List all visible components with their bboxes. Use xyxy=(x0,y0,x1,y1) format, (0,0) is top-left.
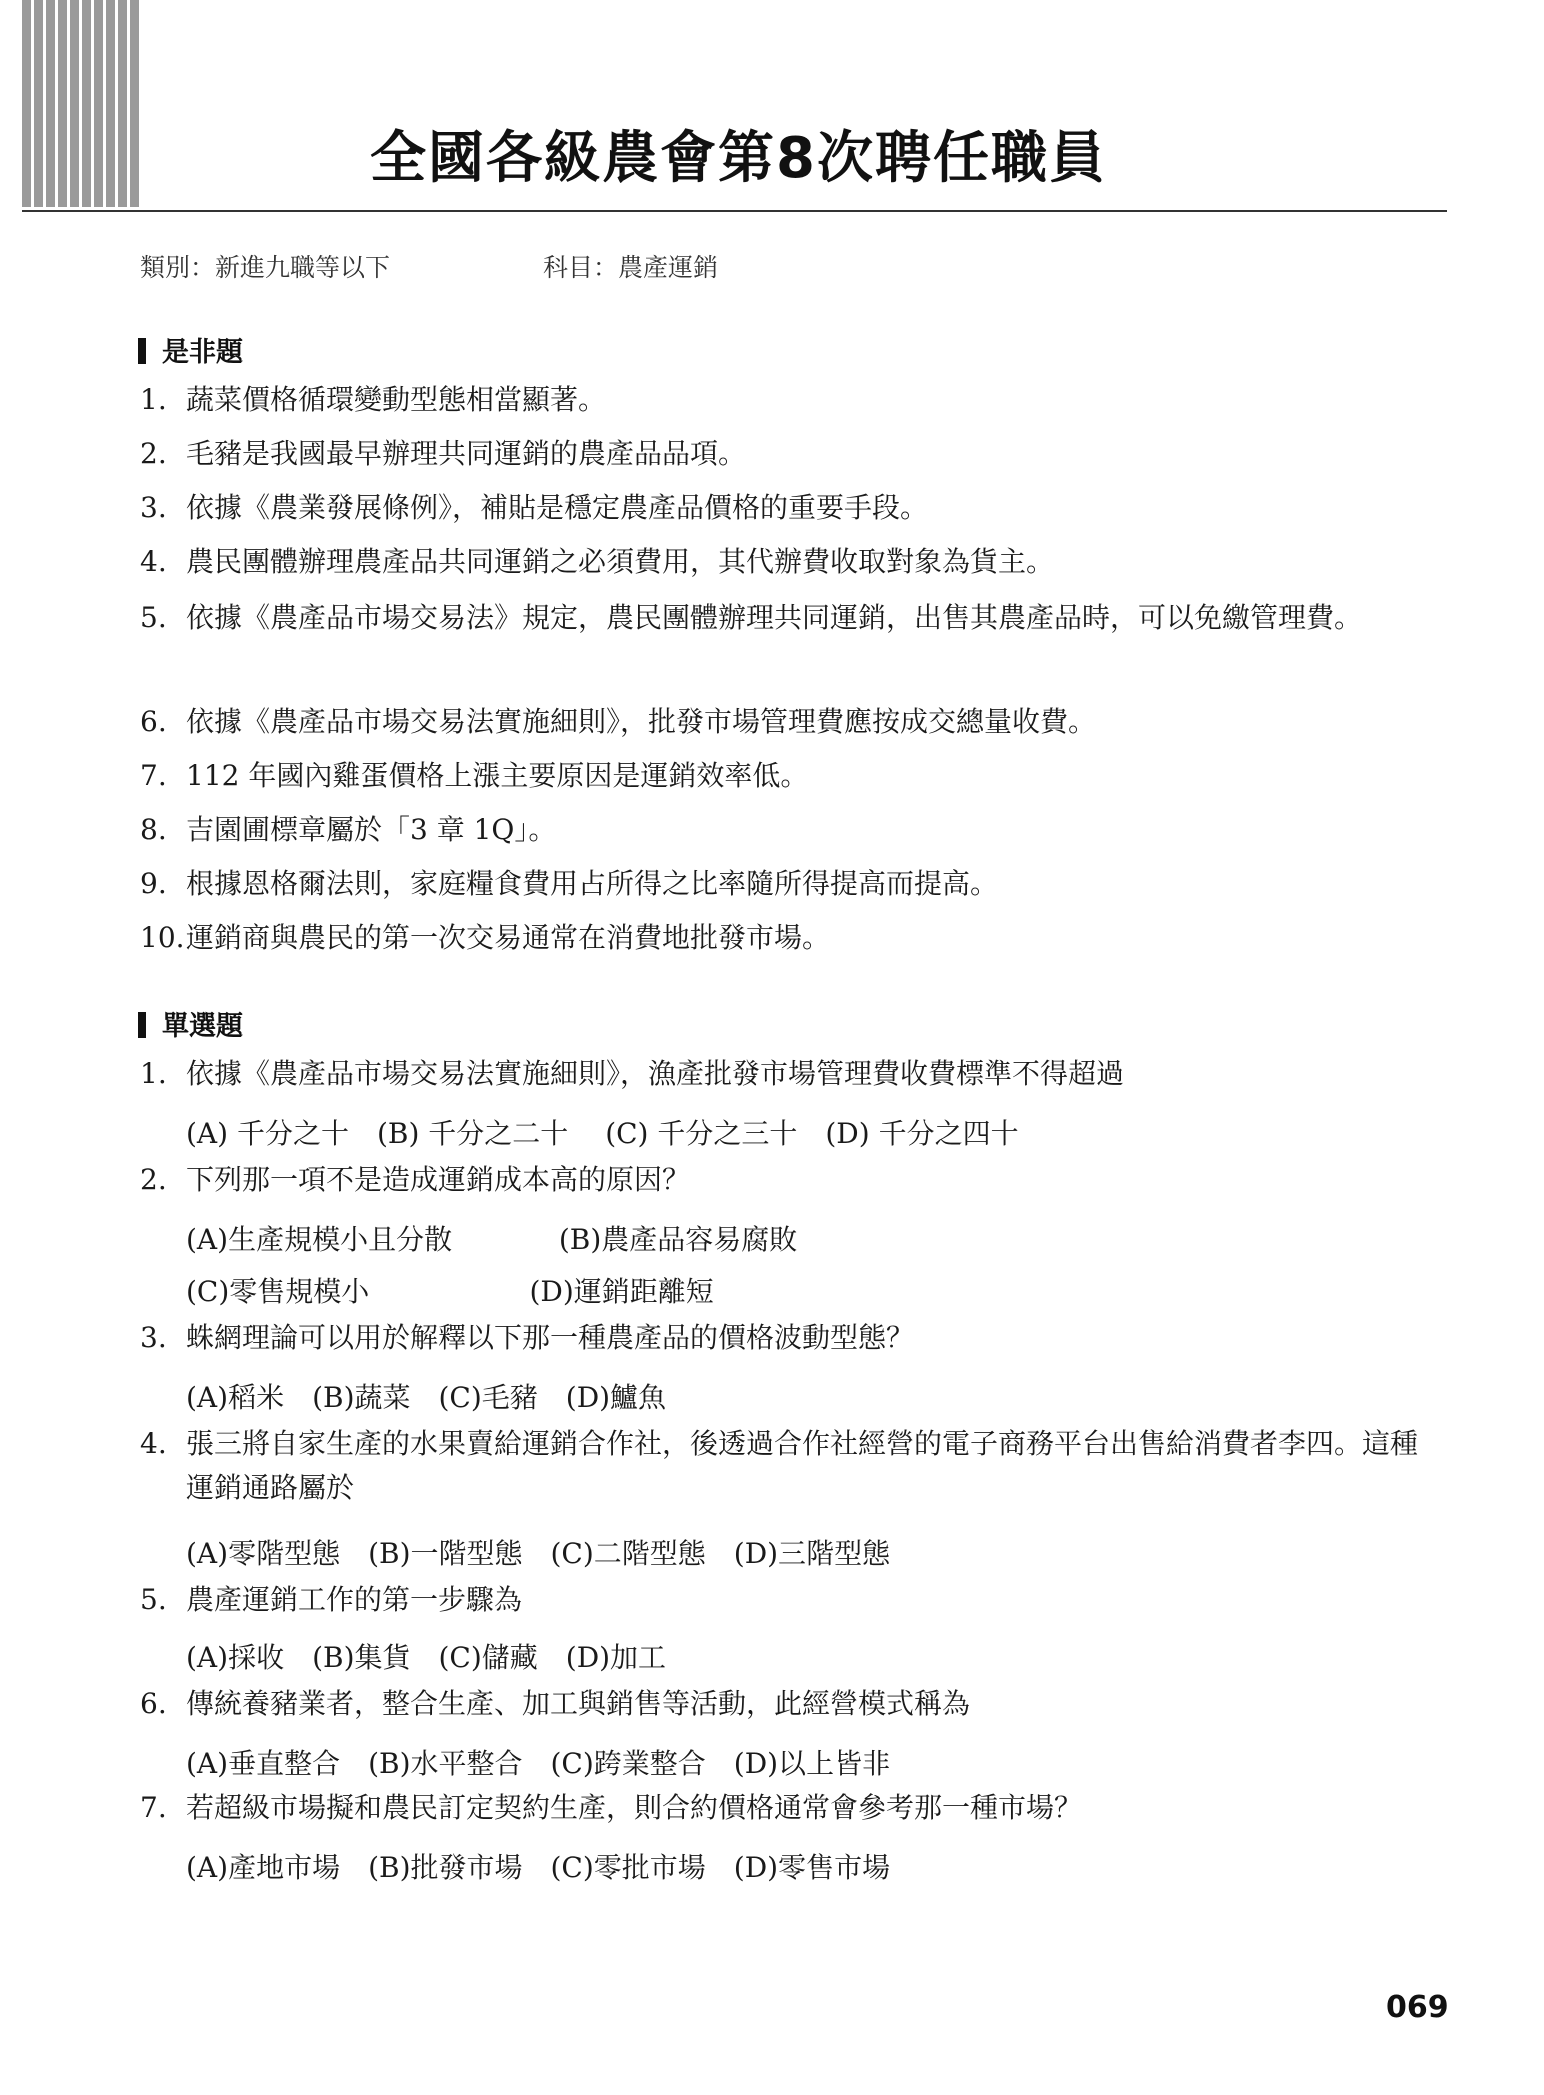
question-number: 7. xyxy=(140,759,167,792)
tf-question xyxy=(140,808,1420,852)
question-number: 2. xyxy=(140,437,167,470)
header-stripes-decoration xyxy=(22,0,140,207)
mc-question xyxy=(140,1158,1420,1202)
question-text: 農產運銷工作的第一步驟為 xyxy=(186,1583,523,1616)
question-number: 3. xyxy=(140,491,167,524)
question-number: 10. xyxy=(140,921,185,954)
tf-question xyxy=(140,862,1420,906)
question-text: 下列那一項不是造成運銷成本高的原因？ xyxy=(186,1163,691,1196)
question-number: 6. xyxy=(140,705,167,738)
question-number: 4. xyxy=(140,545,167,578)
tf-question xyxy=(140,916,1420,960)
question-text: 農民團體辦理農產品共同運銷之必須費用，其代辦費收取對象為貨主。 xyxy=(186,545,1055,578)
mc-question xyxy=(140,1316,1420,1360)
question-number: 5. xyxy=(140,1583,167,1616)
mc-question xyxy=(140,1786,1420,1830)
page-number: 069 xyxy=(1386,1990,1449,2025)
answer-options: (A)稻米 (B)蔬菜 (C)毛豬 (D)鱸魚 xyxy=(186,1381,667,1414)
question-text: 蔬菜價格循環變動型態相當顯著。 xyxy=(186,383,607,416)
question-text: 依據《農產品市場交易法》規定，農民團體辦理共同運銷，出售其農產品時，可以免繳管理費。 xyxy=(186,601,1363,634)
question-text: 張三將自家生產的水果賣給運銷合作社，後透過合作社經營的電子商務平台出售給消費者李四。這種運銷通路屬於 xyxy=(186,1427,1419,1504)
question-text: 若超級市場擬和農民訂定契約生產，則合約價格通常會參考那一種市場？ xyxy=(186,1791,1083,1824)
question-text: 依據《農產品市場交易法實施細則》，漁產批發市場管理費收費標準不得超過 xyxy=(186,1057,1125,1090)
tf-question xyxy=(140,540,1420,584)
exam-subject: 科目：農產運銷 xyxy=(543,253,719,282)
mc-question xyxy=(140,1422,1420,1510)
answer-options: (A)生產規模小且分散 (B)農產品容易腐敗 xyxy=(186,1223,798,1256)
question-text: 112 年國內雞蛋價格上漲主要原因是運銷效率低。 xyxy=(186,759,809,792)
answer-options: (A)零階型態 (B)一階型態 (C)二階型態 (D)三階型態 xyxy=(186,1537,891,1570)
title-divider xyxy=(22,210,1447,212)
tf-question xyxy=(140,378,1420,422)
section-marker-icon xyxy=(138,1012,146,1038)
answer-options: (A)垂直整合 (B)水平整合 (C)跨業整合 (D)以上皆非 xyxy=(186,1747,891,1780)
question-text: 依據《農產品市場交易法實施細則》，批發市場管理費應按成交總量收費。 xyxy=(186,705,1097,738)
answer-options: (C)零售規模小 (D)運銷距離短 xyxy=(186,1275,714,1308)
mc-question xyxy=(140,1682,1420,1726)
page-title: 全國各級農會第8次聘任職員 xyxy=(370,126,1107,191)
question-number: 5. xyxy=(140,601,167,634)
tf-question xyxy=(140,432,1420,476)
question-number: 8. xyxy=(140,813,167,846)
question-text: 根據恩格爾法則，家庭糧食費用占所得之比率隨所得提高而提高。 xyxy=(186,867,999,900)
question-number: 2. xyxy=(140,1163,167,1196)
mc-question xyxy=(140,1578,1420,1622)
question-text: 傳統養豬業者，整合生產、加工與銷售等活動，此經營模式稱為 xyxy=(186,1687,971,1720)
true-false-heading xyxy=(138,330,243,369)
mc-question xyxy=(140,1052,1420,1096)
question-text: 蛛網理論可以用於解釋以下那一種農產品的價格波動型態？ xyxy=(186,1321,915,1354)
multiple-choice-heading-label: 單選題 xyxy=(162,1011,243,1042)
multiple-choice-heading xyxy=(138,1004,243,1043)
question-number: 7. xyxy=(140,1791,167,1824)
tf-question xyxy=(140,700,1420,744)
question-number: 3. xyxy=(140,1321,167,1354)
question-number: 1. xyxy=(140,383,167,416)
answer-options: (A)採收 (B)集貨 (C)儲藏 (D)加工 xyxy=(186,1641,667,1674)
tf-question xyxy=(140,754,1420,798)
answer-options: (A) 千分之十 (B) 千分之二十 (C) 千分之三十 (D) 千分之四十 xyxy=(186,1117,1019,1150)
exam-category: 類別：新進九職等以下 xyxy=(140,253,391,282)
question-text: 毛豬是我國最早辦理共同運銷的農產品品項。 xyxy=(186,437,747,470)
section-marker-icon xyxy=(138,338,146,364)
question-number: 6. xyxy=(140,1687,167,1720)
question-text: 吉園圃標章屬於「3 章 1Q」。 xyxy=(186,813,557,846)
question-number: 4. xyxy=(140,1427,167,1460)
question-text: 依據《農業發展條例》，補貼是穩定農產品價格的重要手段。 xyxy=(186,491,929,524)
question-number: 1. xyxy=(140,1057,167,1090)
question-text: 運銷商與農民的第一次交易通常在消費地批發市場。 xyxy=(186,921,831,954)
tf-question xyxy=(140,486,1420,530)
true-false-heading-label: 是非題 xyxy=(162,337,243,368)
question-number: 9. xyxy=(140,867,167,900)
answer-options: (A)產地市場 (B)批發市場 (C)零批市場 (D)零售市場 xyxy=(186,1851,891,1884)
tf-question xyxy=(140,596,1420,640)
